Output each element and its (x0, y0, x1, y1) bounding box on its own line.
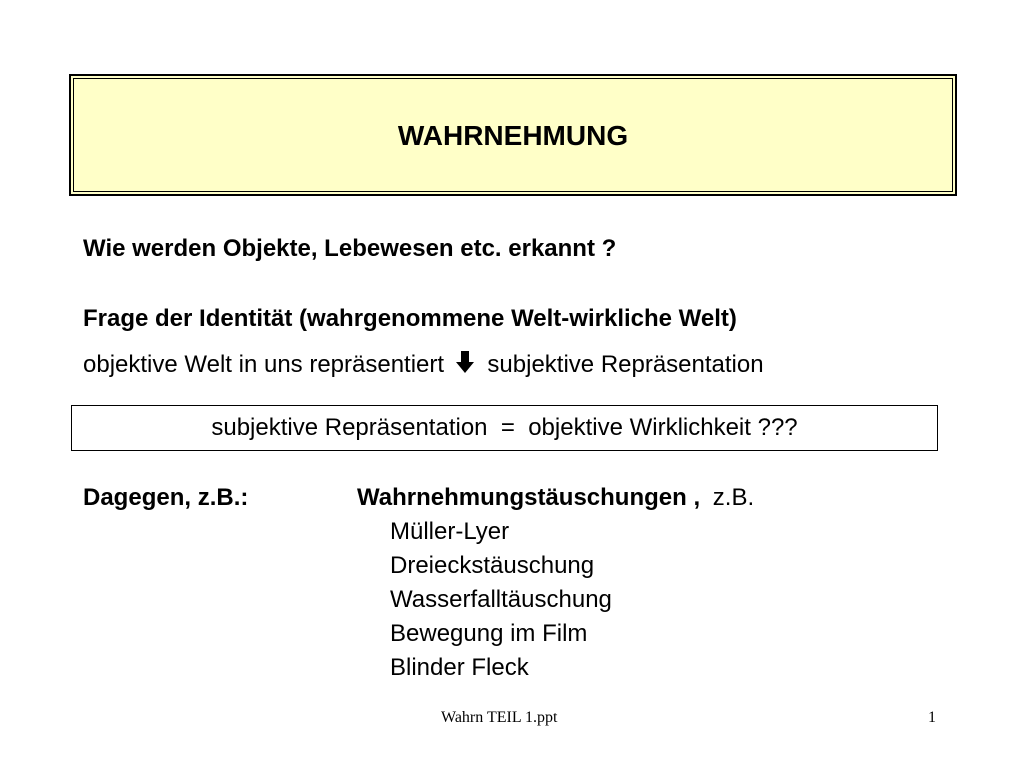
illusions-heading: Wahrnehmungstäuschungen , (357, 484, 701, 511)
list-item: Müller-Lyer (390, 518, 510, 545)
equation-text: subjektive Repräsentation = objektive Wirklichkeit ??? (211, 414, 798, 441)
question-line: Wie werden Objekte, Lebewesen etc. erkannt ? (83, 235, 617, 262)
representation-right: subjektive Repräsentation (487, 351, 764, 378)
list-item: Wasserfalltäuschung (390, 586, 612, 613)
representation-line (83, 350, 764, 380)
page-number: 1 (928, 709, 936, 726)
title-box (69, 74, 957, 196)
footer-filename: Wahrn TEIL 1.ppt (441, 709, 558, 726)
list-item: Bewegung im Film (390, 620, 588, 647)
arrow-down-icon (455, 350, 475, 374)
illusions-list (390, 517, 612, 687)
illusions-heading-line (357, 483, 754, 513)
list-item: Dreieckstäuschung (390, 552, 595, 579)
list-item: Blinder Fleck (390, 654, 529, 681)
representation-left: objektive Welt in uns repräsentiert (83, 351, 445, 378)
illusions-suffix: z.B. (712, 484, 755, 511)
slide-title: WAHRNEHMUNG (397, 120, 629, 151)
equation-box (71, 405, 938, 451)
contrast-label: Dagegen, z.B.: (83, 484, 249, 511)
identity-heading: Frage der Identität (wahrgenommene Welt-wirkliche Welt) (83, 305, 737, 332)
